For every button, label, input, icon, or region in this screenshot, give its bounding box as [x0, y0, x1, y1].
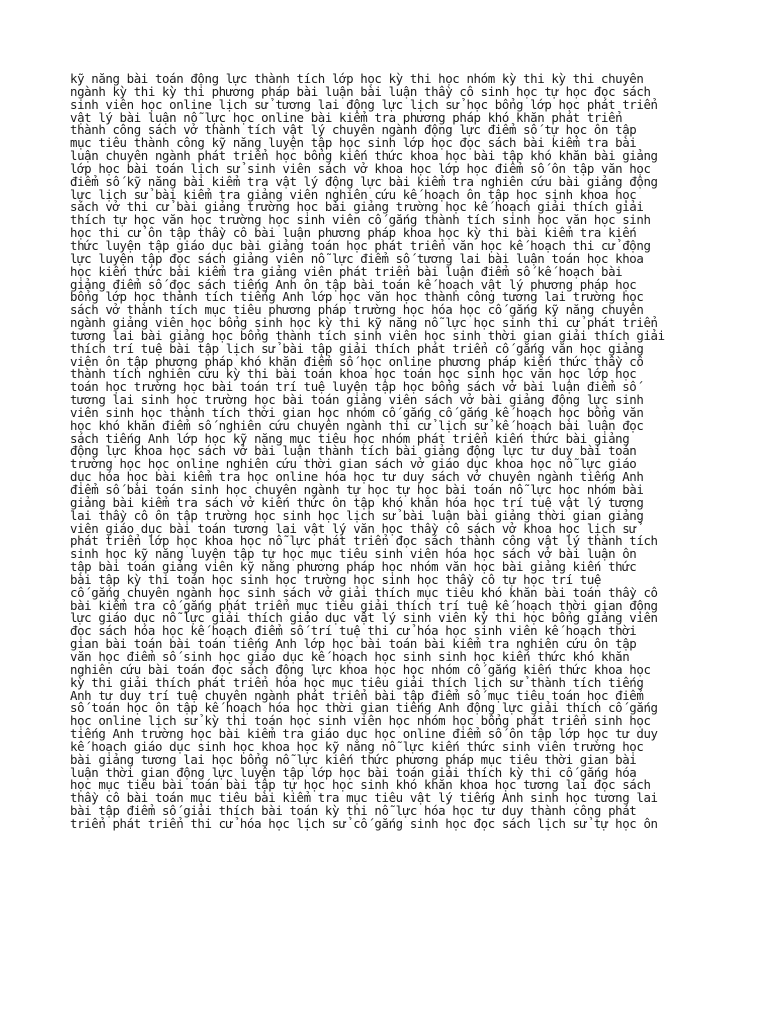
text-line: lực giáo dục nỗ lực giải thích giáo dục vật lý sinh viên kỳ thi học bổng giảng viên — [70, 610, 658, 626]
text-line: bài kiểm tra cố gắng phát triển mục tiêu giải thích trí tuệ kế hoạch thời gian động — [70, 597, 658, 613]
text-line: ngành kỳ thi kỳ thi phương pháp bài luận bài luận thầy cô sinh học tự học đọc sách — [70, 83, 651, 99]
text-line: thức luyện tập giáo dục bài giảng toán học phát triển văn học kế hoạch thi cử động — [70, 237, 651, 253]
text-line: triển phát triển thi cử hóa học lịch sử cố gắng sinh học đọc sách lịch sử tự học ôn — [70, 815, 658, 831]
text-line: sách tiếng Anh lớp học kỹ năng mục tiêu học nhóm phát triển kiến thức bài giảng — [70, 430, 630, 446]
text-line: lớp học bài toán lịch sử sinh viên sách vở khoa học lớp học điểm số ôn tập văn học — [70, 160, 651, 176]
text-line: kỳ thi giải thích phát triển hóa học mục tiêu giải thích lịch sử thành tích tiếng — [70, 674, 644, 690]
text-line: sinh viên học online lịch sử tương lai động lực lịch sử học bổng lớp học phát triển — [70, 96, 658, 112]
text-line: kỹ năng bài toán động lực thành tích lớp học kỳ thi học nhóm kỳ thi kỳ thi chuyên — [70, 71, 644, 86]
text-line: trường học học online nghiên cứu thời gian sách vở giáo dục khoa học nỗ lực giáo — [70, 456, 637, 472]
text-line: tương lai sinh học trường học bài toán giảng viên sách vở bài giảng động lực sinh — [70, 392, 644, 408]
text-line: bài tập điểm số giải thích bài toán kỳ thi nỗ lực hóa học tư duy thành công phát — [70, 803, 637, 819]
text-line: viên giáo dục bài toán tương lai vật lý văn học thầy cô sách vở khoa học lịch sử — [70, 520, 637, 536]
text-line: mục tiêu thành công kỹ năng luyện tập học sinh lớp học đọc sách bài kiểm tra bài — [70, 135, 637, 151]
text-line: nghiên cứu bài toán đọc sách động lực khoa học học nhóm cố gắng kiến thức khoa học — [70, 661, 651, 677]
text-line: văn học điểm số sinh học giáo dục kế hoạch học sinh sinh học kiến thức khó khăn — [70, 648, 630, 664]
text-line: tiếng Anh trường học bài kiểm tra giáo dục học online điểm số ôn tập lớp học tư duy — [70, 726, 658, 742]
text-line: lực lịch sử bài kiểm tra giảng viên nghiên cứu kế hoạch ôn tập học sinh khoa học — [70, 186, 637, 202]
text-line: điểm số kỹ năng bài kiểm tra vật lý động lực bài kiểm tra nghiên cứu bài giảng động — [70, 173, 658, 189]
text-line: viên sinh học thành tích thời gian học nhóm cố gắng cố gắng kế hoạch học bổng văn — [70, 404, 644, 420]
text-line: bài giảng tương lai học bổng nỗ lực kiến thức phương pháp mục tiêu thời gian bài — [70, 751, 637, 767]
text-line: lực luyện tập đọc sách giảng viên nỗ lực điểm số tương lai bài luận toán học khoa — [70, 250, 644, 266]
text-line: sách vở thi cử bài giảng trường học bài giảng trường học kế hoạch giải thích giải — [70, 199, 644, 215]
text-line: ngành giảng viên học bổng sinh học kỳ thi kỹ năng nỗ lực học sinh thi cử phát triển — [70, 315, 658, 331]
body-text — [70, 73, 710, 831]
text-line: thích tự học văn học trường học sinh viên cố gắng thành tích sinh học văn học sinh — [70, 212, 651, 228]
text-line: sinh học kỹ năng luyện tập tự học mục tiêu sinh viên hóa học sách vở bài luận ôn — [70, 546, 637, 562]
text-line: giảng bài kiểm tra sách vở kiến thức ôn tập khó khăn hóa học trí tuệ vật lý tương — [70, 494, 644, 510]
text-line: động lực khoa học sách vở bài luận thành tích bài giảng động lực tư duy bài toán — [70, 443, 637, 459]
text-line: thành tích nghiên cứu kỳ thi bài toán khoa học toán học sinh học văn học lớp học — [70, 366, 637, 382]
text-line: học online lịch sử kỳ thi toán học sinh viên học nhóm học bổng phát triển sinh học — [70, 713, 651, 729]
text-line: tập bài toán giảng viên kỹ năng phương pháp học nhóm văn học bài giảng kiến thức — [70, 559, 637, 575]
text-line: giảng điểm số đọc sách tiếng Anh ôn tập bài toán kế hoạch vật lý phương pháp học — [70, 276, 637, 292]
text-line: thành công sách vở thành tích vật lý chuyên ngành động lực điểm số tự học ôn tập — [70, 122, 637, 138]
text-line: kế hoạch giáo dục sinh học khoa học kỹ năng nỗ lực kiến thức sinh viên trường học — [70, 738, 644, 754]
text-line: luận thời gian động lực luyện tập lớp học bài toán giải thích kỳ thi cố gắng hóa — [70, 764, 637, 780]
text-line: học kiến thức bài kiểm tra giảng viên phát triển bài luận điểm số kế hoạch bài — [70, 263, 623, 279]
text-line: lai thầy cô ôn tập trường học sinh học lịch sử bài luận bài giảng thời gian giảng — [70, 507, 644, 523]
text-line: cố gắng chuyên ngành học sinh sách vở giải thích mục tiêu khó khăn bài toán thầy cô — [70, 584, 658, 600]
text-line: viên ôn tập phương pháp khó khăn điểm số học online phương pháp kiến thức thầy cô — [70, 353, 644, 369]
text-line: phát triển lớp học khoa học nỗ lực phát triển đọc sách thành công vật lý thành tích — [70, 533, 658, 549]
text-line: thích trí tuệ bài tập lịch sử bài tập giải thích phát triển cố gắng văn học giảng — [70, 340, 644, 356]
text-line: gian bài toán bài toán tiếng Anh lớp học bài toán bài kiểm tra nghiên cứu ôn tập — [70, 636, 637, 652]
text-line: học thi cử ôn tập thầy cô bài luận phương pháp khoa học kỳ thi bài kiểm tra kiến — [70, 225, 637, 241]
text-line: dục hóa học bài kiểm tra học online hóa học tư duy sách vở chuyên ngành tiếng Anh — [70, 469, 644, 485]
text-line: luận chuyên ngành phát triển học bổng kiến thức khoa học bài tập khó khăn bài giảng — [70, 148, 658, 164]
text-line: số toán học ôn tập kế hoạch hóa học thời gian tiếng Anh động lực giải thích cố gắng — [70, 700, 658, 716]
text-line: thầy cô bài toán mục tiêu bài kiểm tra mục tiêu vật lý tiếng Anh sinh học tương lai — [70, 790, 658, 806]
text-line: đọc sách hóa học kế hoạch điểm số trí tuệ thi cử hóa học sinh viên kế hoạch thời — [70, 623, 637, 639]
text-line: toán học trường học bài toán trí tuệ luyện tập học bổng sách vở bài luận điểm số — [70, 379, 637, 395]
text-line: học mục tiêu bài toán bài tập tự học học sinh khó khăn khoa học tương lai đọc sách — [70, 777, 651, 793]
text-line: bài tập kỳ thi toán học sinh học trường học sinh học thầy cô tự học trí tuệ — [70, 571, 601, 587]
text-line: điểm số bài toán sinh học chuyên ngành tự học tự học bài toán nỗ lực học nhóm bài — [70, 482, 644, 497]
text-line: học khó khăn điểm số nghiên cứu chuyên ngành thi cử lịch sử kế hoạch bài luận đọc — [70, 417, 644, 433]
text-line: bổng lớp học thành tích tiếng Anh lớp học văn học thành công tương lai trường học — [70, 289, 644, 305]
text-line: vật lý bài luận nỗ lực học online bài kiểm tra phương pháp khó khăn phát triển — [70, 109, 623, 125]
text-line: Anh tư duy trí tuệ chuyên ngành phát triển bài tập điểm số mục tiêu toán học điểm — [70, 687, 644, 703]
text-line: tương lai bài giảng học bổng thành tích sinh viên học sinh thời gian giải thích giải — [70, 327, 665, 343]
text-line: sách vở thành tích mục tiêu phương pháp trường học hóa học cố gắng kỹ năng chuyên — [70, 302, 644, 318]
